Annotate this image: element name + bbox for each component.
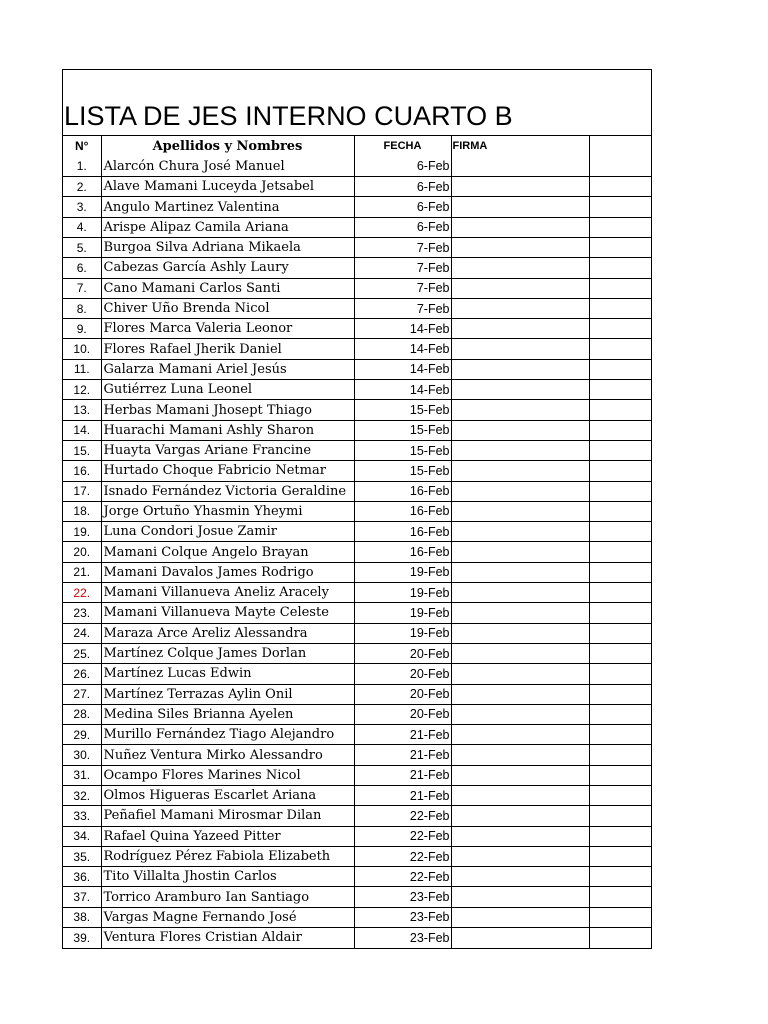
row-number: 23. [63, 603, 101, 623]
row-date: 6-Feb [354, 177, 451, 197]
student-name: Jorge Ortuño Yhasmin Yheymi [101, 501, 354, 521]
student-name: Rafael Quina Yazeed Pitter [101, 826, 354, 846]
student-name: Tito Villalta Jhostin Carlos [101, 867, 354, 887]
header-firma: FIRMA [451, 136, 589, 156]
table-row [63, 156, 652, 176]
row-number: 38. [63, 907, 101, 927]
signature-cell[interactable] [451, 461, 589, 481]
row-number: 11. [63, 359, 101, 379]
row-number: 24. [63, 623, 101, 643]
signature-cell[interactable] [451, 725, 589, 745]
header-fecha: FECHA [354, 136, 451, 156]
student-name: Mamani Villanueva Aneliz Aracely [101, 583, 354, 603]
row-number: 10. [63, 339, 101, 359]
signature-cell[interactable] [451, 846, 589, 866]
blank-cell [589, 359, 652, 379]
row-number: 5. [63, 237, 101, 257]
table-row [63, 359, 652, 379]
table-row [63, 420, 652, 440]
row-date: 16-Feb [354, 542, 451, 562]
row-number: 32. [63, 786, 101, 806]
row-number: 31. [63, 765, 101, 785]
blank-cell [589, 156, 652, 176]
signature-cell[interactable] [451, 501, 589, 521]
table-row [63, 643, 652, 663]
page-title: LISTA DE JES INTERNO CUARTO B [63, 70, 651, 136]
row-date: 15-Feb [354, 420, 451, 440]
row-date: 14-Feb [354, 380, 451, 400]
student-name: Arispe Alipaz Camila Ariana [101, 217, 354, 237]
row-date: 21-Feb [354, 765, 451, 785]
blank-cell [589, 400, 652, 420]
table-row [63, 217, 652, 237]
header-name: Apellidos y Nombres [101, 136, 354, 156]
table-row [63, 826, 652, 846]
row-date: 14-Feb [354, 339, 451, 359]
row-number: 19. [63, 522, 101, 542]
signature-cell[interactable] [451, 786, 589, 806]
row-date: 16-Feb [354, 501, 451, 521]
blank-cell [589, 623, 652, 643]
row-number: 12. [63, 380, 101, 400]
table-row [63, 380, 652, 400]
row-date: 21-Feb [354, 725, 451, 745]
table-body [63, 156, 652, 948]
blank-cell [589, 806, 652, 826]
student-name: Flores Marca Valeria Leonor [101, 319, 354, 339]
blank-cell [589, 481, 652, 501]
table-row [63, 806, 652, 826]
student-name: Mamani Colque Angelo Brayan [101, 542, 354, 562]
signature-cell[interactable] [451, 765, 589, 785]
row-date: 19-Feb [354, 562, 451, 582]
row-number: 14. [63, 420, 101, 440]
row-date: 22-Feb [354, 806, 451, 826]
signature-cell[interactable] [451, 258, 589, 278]
signature-cell[interactable] [451, 339, 589, 359]
student-name: Cabezas García Ashly Laury [101, 258, 354, 278]
table-row [63, 664, 652, 684]
table-row [63, 522, 652, 542]
table-row [63, 177, 652, 197]
student-name: Cano Mamani Carlos Santi [101, 278, 354, 298]
student-name: Murillo Fernández Tiago Alejandro [101, 725, 354, 745]
signature-cell[interactable] [451, 684, 589, 704]
table-row [63, 461, 652, 481]
row-number: 36. [63, 867, 101, 887]
signature-cell[interactable] [451, 298, 589, 318]
blank-cell [589, 217, 652, 237]
table-row [63, 481, 652, 501]
table-row [63, 400, 652, 420]
row-date: 15-Feb [354, 461, 451, 481]
row-date: 7-Feb [354, 298, 451, 318]
row-date: 20-Feb [354, 664, 451, 684]
signature-cell[interactable] [451, 664, 589, 684]
table-row [63, 319, 652, 339]
attendance-sheet [62, 69, 652, 949]
blank-cell [589, 887, 652, 907]
row-number: 28. [63, 704, 101, 724]
signature-cell[interactable] [451, 522, 589, 542]
row-date: 7-Feb [354, 237, 451, 257]
signature-cell[interactable] [451, 197, 589, 217]
row-date: 19-Feb [354, 583, 451, 603]
row-number: 7. [63, 278, 101, 298]
blank-cell [589, 562, 652, 582]
student-name: Martínez Terrazas Aylin Onil [101, 684, 354, 704]
student-name: Vargas Magne Fernando José [101, 907, 354, 927]
row-number: 27. [63, 684, 101, 704]
blank-cell [589, 725, 652, 745]
student-name: Huarachi Mamani Ashly Sharon [101, 420, 354, 440]
blank-cell [589, 319, 652, 339]
row-number: 37. [63, 887, 101, 907]
row-number: 13. [63, 400, 101, 420]
row-date: 20-Feb [354, 704, 451, 724]
blank-cell [589, 420, 652, 440]
student-name: Herbas Mamani Jhosept Thiago [101, 400, 354, 420]
row-date: 23-Feb [354, 887, 451, 907]
student-name: Mamani Davalos James Rodrigo [101, 562, 354, 582]
student-name: Hurtado Choque Fabricio Netmar [101, 461, 354, 481]
student-name: Ventura Flores Cristian Aldair [101, 928, 354, 948]
row-date: 19-Feb [354, 603, 451, 623]
signature-cell[interactable] [451, 481, 589, 501]
table-row [63, 907, 652, 927]
table-row [63, 765, 652, 785]
table-row [63, 258, 652, 278]
table-row [63, 562, 652, 582]
row-date: 21-Feb [354, 745, 451, 765]
blank-cell [589, 928, 652, 948]
blank-cell [589, 278, 652, 298]
student-name: Peñafiel Mamani Mirosmar Dilan [101, 806, 354, 826]
signature-cell[interactable] [451, 643, 589, 663]
row-date: 21-Feb [354, 786, 451, 806]
row-date: 14-Feb [354, 359, 451, 379]
header-blank-cell [589, 136, 652, 156]
row-number: 16. [63, 461, 101, 481]
blank-cell [589, 867, 652, 887]
blank-cell [589, 197, 652, 217]
signature-cell[interactable] [451, 907, 589, 927]
signature-cell[interactable] [451, 603, 589, 623]
row-number: 15. [63, 440, 101, 460]
student-name: Olmos Higueras Escarlet Ariana [101, 786, 354, 806]
blank-cell [589, 258, 652, 278]
table-row [63, 603, 652, 623]
row-date: 6-Feb [354, 156, 451, 176]
row-number: 33. [63, 806, 101, 826]
signature-cell[interactable] [451, 562, 589, 582]
table-row [63, 440, 652, 460]
signature-cell[interactable] [451, 623, 589, 643]
blank-cell [589, 704, 652, 724]
blank-cell [589, 684, 652, 704]
student-name: Angulo Martinez Valentina [101, 197, 354, 217]
student-name: Alarcón Chura José Manuel [101, 156, 354, 176]
row-date: 15-Feb [354, 440, 451, 460]
table-row [63, 197, 652, 217]
row-date: 23-Feb [354, 928, 451, 948]
row-number: 39. [63, 928, 101, 948]
table-row [63, 745, 652, 765]
blank-cell [589, 745, 652, 765]
signature-cell[interactable] [451, 278, 589, 298]
header-row [63, 136, 652, 156]
row-number: 3. [63, 197, 101, 217]
student-name: Torrico Aramburo Ian Santiago [101, 887, 354, 907]
row-date: 6-Feb [354, 217, 451, 237]
signature-cell[interactable] [451, 867, 589, 887]
table-row [63, 928, 652, 948]
blank-cell [589, 380, 652, 400]
table-row [63, 867, 652, 887]
table-row [63, 846, 652, 866]
student-name: Rodríguez Pérez Fabiola Elizabeth [101, 846, 354, 866]
student-name: Gutiérrez Luna Leonel [101, 380, 354, 400]
table-row [63, 887, 652, 907]
blank-cell [589, 298, 652, 318]
student-name: Isnado Fernández Victoria Geraldine [101, 481, 354, 501]
row-date: 6-Feb [354, 197, 451, 217]
signature-cell[interactable] [451, 542, 589, 562]
row-number: 1. [63, 156, 101, 176]
student-name: Luna Condori Josue Zamir [101, 522, 354, 542]
signature-cell[interactable] [451, 237, 589, 257]
table-row [63, 237, 652, 257]
row-date: 19-Feb [354, 623, 451, 643]
row-number: 17. [63, 481, 101, 501]
blank-cell [589, 177, 652, 197]
signature-cell[interactable] [451, 177, 589, 197]
table-row [63, 786, 652, 806]
row-number: 2. [63, 177, 101, 197]
row-number: 25. [63, 643, 101, 663]
table-row [63, 704, 652, 724]
header-number: N° [63, 136, 101, 156]
signature-cell[interactable] [451, 400, 589, 420]
row-date: 7-Feb [354, 278, 451, 298]
row-date: 20-Feb [354, 684, 451, 704]
signature-cell[interactable] [451, 217, 589, 237]
signature-cell[interactable] [451, 583, 589, 603]
blank-cell [589, 440, 652, 460]
blank-cell [589, 461, 652, 481]
table-row [63, 298, 652, 318]
row-number: 9. [63, 319, 101, 339]
blank-cell [589, 237, 652, 257]
table-row [63, 583, 652, 603]
row-number: 8. [63, 298, 101, 318]
row-number: 20. [63, 542, 101, 562]
row-date: 22-Feb [354, 867, 451, 887]
blank-cell [589, 664, 652, 684]
table-row [63, 501, 652, 521]
blank-cell [589, 643, 652, 663]
row-number: 35. [63, 846, 101, 866]
student-name: Huayta Vargas Ariane Francine [101, 440, 354, 460]
blank-cell [589, 603, 652, 623]
row-number: 22. [63, 583, 101, 603]
student-name: Martínez Lucas Edwin [101, 664, 354, 684]
blank-cell [589, 826, 652, 846]
row-number: 4. [63, 217, 101, 237]
signature-cell[interactable] [451, 380, 589, 400]
blank-cell [589, 583, 652, 603]
table-row [63, 725, 652, 745]
signature-cell[interactable] [451, 319, 589, 339]
table-row [63, 339, 652, 359]
row-number: 18. [63, 501, 101, 521]
row-number: 34. [63, 826, 101, 846]
signature-cell[interactable] [451, 806, 589, 826]
row-date: 22-Feb [354, 826, 451, 846]
signature-cell[interactable] [451, 440, 589, 460]
student-name: Chiver Uño Brenda Nicol [101, 298, 354, 318]
signature-cell[interactable] [451, 156, 589, 176]
blank-cell [589, 786, 652, 806]
table-row [63, 623, 652, 643]
signature-cell[interactable] [451, 826, 589, 846]
signature-cell[interactable] [451, 359, 589, 379]
student-name: Flores Rafael Jherik Daniel [101, 339, 354, 359]
table-row [63, 278, 652, 298]
blank-cell [589, 765, 652, 785]
row-date: 14-Feb [354, 319, 451, 339]
student-name: Ocampo Flores Marines Nicol [101, 765, 354, 785]
blank-cell [589, 542, 652, 562]
row-date: 20-Feb [354, 643, 451, 663]
row-date: 23-Feb [354, 907, 451, 927]
blank-cell [589, 501, 652, 521]
student-table [63, 136, 652, 948]
student-name: Burgoa Silva Adriana Mikaela [101, 237, 354, 257]
row-date: 15-Feb [354, 400, 451, 420]
signature-cell[interactable] [451, 704, 589, 724]
student-name: Alave Mamani Luceyda Jetsabel [101, 177, 354, 197]
row-date: 16-Feb [354, 481, 451, 501]
blank-cell [589, 846, 652, 866]
row-date: 16-Feb [354, 522, 451, 542]
row-date: 22-Feb [354, 846, 451, 866]
student-name: Galarza Mamani Ariel Jesús [101, 359, 354, 379]
student-name: Mamani Villanueva Mayte Celeste [101, 603, 354, 623]
blank-cell [589, 339, 652, 359]
row-number: 29. [63, 725, 101, 745]
row-number: 26. [63, 664, 101, 684]
student-name: Medina Siles Brianna Ayelen [101, 704, 354, 724]
table-row [63, 684, 652, 704]
table-row [63, 542, 652, 562]
row-date: 7-Feb [354, 258, 451, 278]
student-name: Martínez Colque James Dorlan [101, 643, 354, 663]
blank-cell [589, 907, 652, 927]
student-name: Maraza Arce Areliz Alessandra [101, 623, 354, 643]
signature-cell[interactable] [451, 420, 589, 440]
signature-cell[interactable] [451, 745, 589, 765]
signature-cell[interactable] [451, 928, 589, 948]
row-number: 21. [63, 562, 101, 582]
row-number: 6. [63, 258, 101, 278]
signature-cell[interactable] [451, 887, 589, 907]
student-name: Nuñez Ventura Mirko Alessandro [101, 745, 354, 765]
blank-cell [589, 522, 652, 542]
row-number: 30. [63, 745, 101, 765]
